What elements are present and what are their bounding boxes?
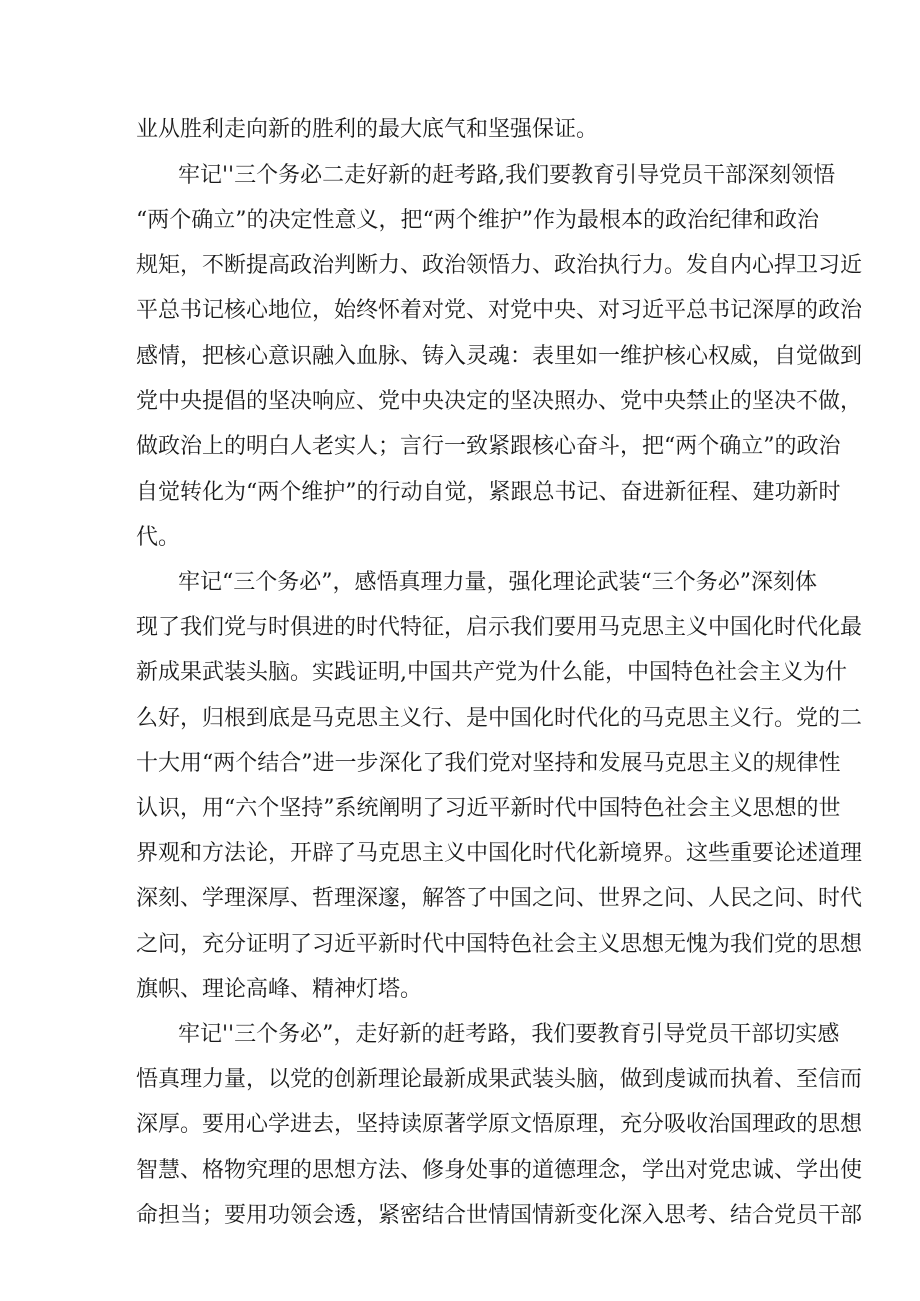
text-line: 悟真理力量，以党的创新理论最新成果武装头脑，做到虔诚而执着、至信而 (136, 1067, 863, 1092)
text-line: 十大用“两个结合”进一步深化了我们党对坚持和发展马克思主义的规律性 (136, 751, 841, 776)
text-line: 旗帜、理论高峰、精神灯塔。 (136, 977, 423, 1002)
text-line: “两个确立”的决定性意义，把“两个维护”作为最根本的政治纪律和政治 (136, 208, 819, 233)
text-line: 认识，用“六个坚持”系统阐明了习近平新时代中国特色社会主义思想的世 (136, 796, 841, 821)
text-line: 党中央提倡的坚决响应、党中央决定的坚决照办、党中央禁止的坚决不做， (136, 389, 863, 414)
paragraph-first-line: 牢记''三个务必”，走好新的赶考路，我们要教育引导党员干部切实感 (178, 1022, 840, 1047)
paragraph-first-line: 牢记“三个务必”，感悟真理力量，强化理论武装“三个务必”深刻体 (178, 570, 817, 595)
text-line: 么好，归根到底是马克思主义行、是中国化时代化的马克思主义行。党的二 (136, 706, 863, 731)
text-line: 业从胜利走向新的胜利的最大底气和坚强保证。 (136, 117, 599, 142)
text-line: 深厚。要用心学进去，坚持读原著学原文悟原理，充分吸收治国理政的思想 (136, 1112, 863, 1137)
text-line: 智慧、格物究理的思想方法、修身处事的道德理念，学出对党忠诚、学出使 (136, 1158, 863, 1183)
text-line: 自觉转化为“两个维护”的行动自觉，紧跟总书记、奋进新征程、建功新时 (136, 480, 841, 505)
text-line: 界观和方法论，开辟了马克思主义中国化时代化新境界。这些重要论述道理 (136, 841, 863, 866)
text-line: 深刻、学理深厚、哲理深邃，解答了中国之问、世界之问、人民之问、时代 (136, 886, 863, 911)
text-line: 感情，把核心意识融入血脉、铸入灵魂：表里如一维护核心权威，自觉做到 (136, 344, 863, 369)
paragraph-first-line: 牢记''三个务必二走好新的赶考路,我们要教育引导党员干部深刻领悟 (178, 163, 836, 188)
text-line: 现了我们党与时俱进的时代特征，启示我们要用马克思主义中国化时代化最 (136, 615, 863, 640)
text-line: 命担当；要用功领会透，紧密结合世情国情新变化深入思考、结合党员干部 (136, 1203, 863, 1228)
text-line: 代。 (136, 525, 181, 550)
text-line: 规矩，不断提高政治判断力、政治领悟力、政治执行力。发自内心捍卫习近 (136, 253, 863, 278)
text-line: 新成果武装头脑。实践证明,中国共产党为什么能，中国特色社会主义为什 (136, 660, 847, 685)
text-line: 之问，充分证明了习近平新时代中国特色社会主义思想无愧为我们党的思想 (136, 932, 863, 957)
text-line: 做政治上的明白人老实人；言行一致紧跟核心奋斗，把“两个确立”的政治 (136, 434, 841, 459)
text-line: 平总书记核心地位，始终怀着对党、对党中央、对习近平总书记深厚的政治 (136, 298, 863, 323)
